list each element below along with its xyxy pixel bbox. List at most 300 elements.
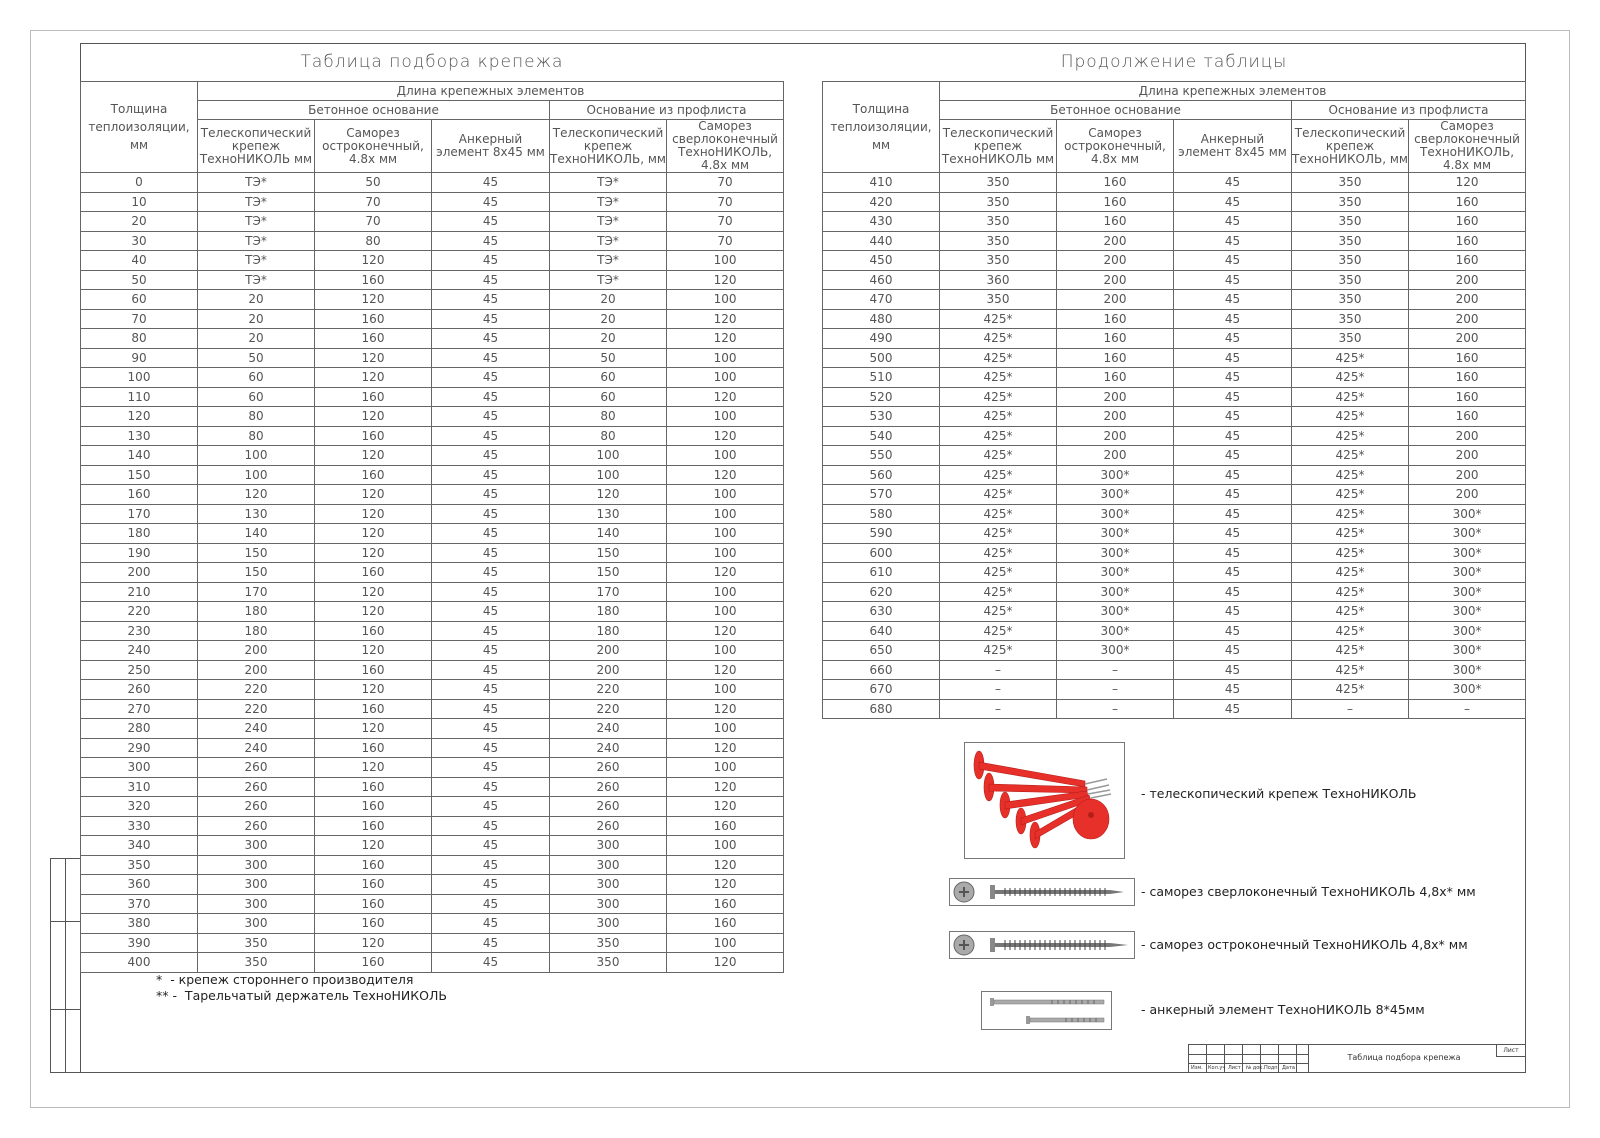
table-cell: 170 <box>550 582 667 602</box>
table-cell: ТЭ* <box>198 212 315 232</box>
table-cell: 260 <box>198 797 315 817</box>
table-cell: 45 <box>432 212 550 232</box>
table-cell: 220 <box>81 602 198 622</box>
table-cell: 200 <box>198 660 315 680</box>
table-cell: 45 <box>432 855 550 875</box>
table-cell: 160 <box>1409 251 1526 271</box>
table-cell: 45 <box>1174 290 1292 310</box>
table-cell: 120 <box>667 660 784 680</box>
table-cell: 120 <box>667 797 784 817</box>
table-cell: 425* <box>940 407 1057 427</box>
table-cell: 120 <box>550 485 667 505</box>
table-cell: 45 <box>432 485 550 505</box>
col-screw-drill-header: Саморез сверлоконечный ТехноНИКОЛЬ, 4.8х мм <box>667 120 784 173</box>
table-cell: 160 <box>81 485 198 505</box>
table-cell: 160 <box>667 914 784 934</box>
table-cell: 120 <box>667 699 784 719</box>
table-row <box>81 290 784 310</box>
table-cell: 425* <box>1292 660 1409 680</box>
table-cell: 100 <box>667 290 784 310</box>
table-cell: 425* <box>940 582 1057 602</box>
stamp-sheet-label: Лист <box>1496 1045 1525 1057</box>
col-anchor-header: Анкерный элемент 8х45 мм <box>1174 120 1292 173</box>
table-cell: 260 <box>550 816 667 836</box>
table-cell: 45 <box>432 231 550 251</box>
table-cell: 450 <box>823 251 940 271</box>
table-cell: 540 <box>823 426 940 446</box>
table-cell: 120 <box>315 524 432 544</box>
table-cell: 350 <box>1292 309 1409 329</box>
table-cell: 560 <box>823 465 940 485</box>
table-cell: 460 <box>823 270 940 290</box>
left-table-body <box>81 173 784 973</box>
table-cell: 220 <box>198 680 315 700</box>
table-row <box>81 387 784 407</box>
table-cell: 300* <box>1057 485 1174 505</box>
table-cell: 45 <box>432 680 550 700</box>
table-cell: 350 <box>940 231 1057 251</box>
table-cell: 220 <box>198 699 315 719</box>
table-cell: 45 <box>1174 465 1292 485</box>
table-cell: 425* <box>1292 446 1409 466</box>
table-cell: 70 <box>81 309 198 329</box>
table-cell: 160 <box>315 563 432 583</box>
table-cell: 45 <box>432 875 550 895</box>
table-cell: 440 <box>823 231 940 251</box>
table-cell: 425* <box>1292 504 1409 524</box>
table-cell: 180 <box>198 621 315 641</box>
table-cell: 300* <box>1057 465 1174 485</box>
table-row <box>81 875 784 895</box>
table-cell: 100 <box>198 465 315 485</box>
table-cell: 120 <box>315 602 432 622</box>
table-row <box>823 348 1526 368</box>
table-cell: 150 <box>550 543 667 563</box>
table-row <box>823 329 1526 349</box>
table-cell: 270 <box>81 699 198 719</box>
table-cell: 45 <box>432 192 550 212</box>
table-cell: 425* <box>1292 680 1409 700</box>
table-cell: 670 <box>823 680 940 700</box>
table-cell: 45 <box>1174 680 1292 700</box>
table-cell: 140 <box>81 446 198 466</box>
concrete-header: Бетонное основание <box>940 101 1292 120</box>
table-cell: 350 <box>1292 329 1409 349</box>
table-cell: 280 <box>81 719 198 739</box>
table-cell: 430 <box>823 212 940 232</box>
drill-screw-image <box>949 878 1135 906</box>
table-cell: 45 <box>1174 582 1292 602</box>
table-cell: 120 <box>667 270 784 290</box>
table-cell: 120 <box>315 933 432 953</box>
table-cell: 300* <box>1409 524 1526 544</box>
table-cell: 350 <box>940 212 1057 232</box>
right-table-block <box>822 43 1526 719</box>
table-cell: 45 <box>1174 426 1292 446</box>
table-cell: 200 <box>1409 329 1526 349</box>
table-cell: 45 <box>1174 641 1292 661</box>
table-cell: 120 <box>667 465 784 485</box>
table-cell: 520 <box>823 387 940 407</box>
table-cell: 100 <box>667 485 784 505</box>
table-cell: 45 <box>432 329 550 349</box>
table-cell: 330 <box>81 816 198 836</box>
table-cell: 150 <box>198 563 315 583</box>
table-cell: 420 <box>823 192 940 212</box>
table-cell: 60 <box>550 368 667 388</box>
table-cell: 300* <box>1409 680 1526 700</box>
length-header: Длина крепежных элементов <box>198 82 784 101</box>
table-cell: 300* <box>1057 582 1174 602</box>
table-cell: 120 <box>315 290 432 310</box>
table-cell: 200 <box>1057 251 1174 271</box>
table-cell: 20 <box>81 212 198 232</box>
table-row <box>81 933 784 953</box>
table-row <box>81 465 784 485</box>
table-row <box>823 446 1526 466</box>
table-cell: 350 <box>940 192 1057 212</box>
table-cell: 100 <box>81 368 198 388</box>
table-cell: 200 <box>1057 387 1174 407</box>
table-cell: 100 <box>667 933 784 953</box>
table-cell: 45 <box>432 465 550 485</box>
table-cell: 120 <box>667 387 784 407</box>
table-cell: 350 <box>198 953 315 973</box>
table-cell: 425* <box>1292 387 1409 407</box>
profile-header: Основание из профлиста <box>550 101 784 120</box>
table-cell: 425* <box>1292 563 1409 583</box>
table-cell: 200 <box>1409 270 1526 290</box>
table-cell: 570 <box>823 485 940 505</box>
table-cell: 160 <box>1057 309 1174 329</box>
table-cell: 45 <box>432 387 550 407</box>
table-cell: 45 <box>1174 660 1292 680</box>
table-cell: 50 <box>315 173 432 193</box>
table-cell: 160 <box>315 660 432 680</box>
table-cell: 300 <box>81 758 198 778</box>
table-row <box>823 485 1526 505</box>
table-cell: 160 <box>315 426 432 446</box>
table-cell: 45 <box>432 660 550 680</box>
table-cell: 425* <box>940 368 1057 388</box>
table-cell: 100 <box>667 348 784 368</box>
table-cell: 300 <box>550 894 667 914</box>
table-cell: 100 <box>667 251 784 271</box>
table-cell: 70 <box>667 212 784 232</box>
table-cell: 160 <box>315 914 432 934</box>
table-cell: 300* <box>1409 621 1526 641</box>
stamp-title: Таблица подбора крепежа <box>1347 1053 1461 1062</box>
table-cell: 610 <box>823 563 940 583</box>
table-cell: 160 <box>1057 329 1174 349</box>
table-cell: 45 <box>1174 563 1292 583</box>
table-cell: 300* <box>1057 621 1174 641</box>
sharp-screw-image <box>949 931 1135 959</box>
table-cell: 160 <box>1409 387 1526 407</box>
table-cell: 350 <box>940 290 1057 310</box>
table-row <box>81 251 784 271</box>
table-cell: 425* <box>1292 465 1409 485</box>
table-row <box>823 173 1526 193</box>
table-cell: 140 <box>550 524 667 544</box>
table-row <box>81 368 784 388</box>
table-cell: 20 <box>550 309 667 329</box>
table-cell: 425* <box>1292 407 1409 427</box>
table-cell: 425* <box>1292 621 1409 641</box>
table-cell: 260 <box>198 758 315 778</box>
table-row <box>823 582 1526 602</box>
table-cell: 200 <box>1057 270 1174 290</box>
anchor-element-image <box>981 991 1112 1030</box>
table-cell: 80 <box>315 231 432 251</box>
table-row <box>81 894 784 914</box>
table-row <box>81 953 784 973</box>
table-cell: 45 <box>1174 329 1292 349</box>
table-cell: 470 <box>823 290 940 310</box>
table-cell: 240 <box>550 738 667 758</box>
table-row <box>823 641 1526 661</box>
table-cell: 45 <box>1174 348 1292 368</box>
table-cell: 425* <box>1292 602 1409 622</box>
table-cell: 45 <box>432 953 550 973</box>
table-cell: 390 <box>81 933 198 953</box>
table-row <box>81 719 784 739</box>
table-cell: 60 <box>198 368 315 388</box>
table-cell: 45 <box>1174 309 1292 329</box>
telescopic-fastener-image <box>964 742 1125 859</box>
table-cell: 160 <box>315 309 432 329</box>
table-cell: 425* <box>940 426 1057 446</box>
table-row <box>81 426 784 446</box>
table-cell: 60 <box>198 387 315 407</box>
table-cell: 45 <box>432 407 550 427</box>
table-cell: 300 <box>198 914 315 934</box>
table-row <box>81 212 784 232</box>
table-cell: 425* <box>1292 543 1409 563</box>
table-cell: 100 <box>667 407 784 427</box>
table-cell: 45 <box>432 348 550 368</box>
table-cell: 120 <box>315 543 432 563</box>
table-cell: 240 <box>550 719 667 739</box>
table-cell: 45 <box>1174 387 1292 407</box>
table-cell: 45 <box>432 933 550 953</box>
table-cell: 425* <box>940 309 1057 329</box>
table-cell: 120 <box>315 251 432 271</box>
table-cell: 200 <box>1409 465 1526 485</box>
footnote-legend <box>156 972 447 1004</box>
right-table-title: Продолжение таблицы <box>1060 52 1288 72</box>
table-cell: 100 <box>667 368 784 388</box>
table-cell: 600 <box>823 543 940 563</box>
left-fastener-table <box>80 81 784 973</box>
table-cell: 350 <box>940 173 1057 193</box>
table-cell: 350 <box>1292 231 1409 251</box>
table-cell: 70 <box>667 173 784 193</box>
table-cell: 120 <box>667 777 784 797</box>
table-cell: 350 <box>940 251 1057 271</box>
table-cell: – <box>1057 680 1174 700</box>
table-cell: 425* <box>1292 348 1409 368</box>
table-cell: 120 <box>315 348 432 368</box>
table-row <box>81 543 784 563</box>
table-cell: 120 <box>315 836 432 856</box>
table-cell: 120 <box>667 738 784 758</box>
table-cell: 580 <box>823 504 940 524</box>
table-cell: 160 <box>1057 348 1174 368</box>
table-cell: 180 <box>81 524 198 544</box>
table-row <box>81 329 784 349</box>
table-cell: 120 <box>315 641 432 661</box>
table-cell: 130 <box>550 504 667 524</box>
table-cell: 425* <box>940 465 1057 485</box>
table-cell: 425* <box>1292 524 1409 544</box>
table-cell: 300* <box>1409 602 1526 622</box>
col-screw-drill-header: Саморез сверлоконечный ТехноНИКОЛЬ, 4.8х мм <box>1409 120 1526 173</box>
table-cell: 45 <box>1174 504 1292 524</box>
table-cell: 140 <box>198 524 315 544</box>
table-row <box>823 368 1526 388</box>
table-row <box>823 192 1526 212</box>
table-cell: 160 <box>1409 407 1526 427</box>
table-cell: 240 <box>198 719 315 739</box>
table-cell: 425* <box>1292 641 1409 661</box>
table-cell: ТЭ* <box>198 173 315 193</box>
table-cell: 120 <box>667 329 784 349</box>
table-cell: 660 <box>823 660 940 680</box>
table-cell: 370 <box>81 894 198 914</box>
table-row <box>823 660 1526 680</box>
table-cell: 350 <box>1292 270 1409 290</box>
table-row <box>823 621 1526 641</box>
table-cell: 160 <box>1409 231 1526 251</box>
table-cell: 200 <box>1409 446 1526 466</box>
footnote-third-party: * - крепеж стороннего производителя <box>156 972 414 987</box>
table-row <box>823 290 1526 310</box>
table-cell: 300 <box>550 914 667 934</box>
table-cell: 100 <box>667 446 784 466</box>
table-cell: 45 <box>1174 485 1292 505</box>
table-cell: 620 <box>823 582 940 602</box>
table-cell: 100 <box>667 719 784 739</box>
table-cell: 200 <box>1409 426 1526 446</box>
table-cell: 120 <box>667 563 784 583</box>
table-cell: 160 <box>1057 212 1174 232</box>
table-cell: 45 <box>432 797 550 817</box>
table-cell: ТЭ* <box>198 251 315 271</box>
table-cell: 425* <box>940 563 1057 583</box>
table-cell: 220 <box>550 680 667 700</box>
table-cell: 150 <box>550 563 667 583</box>
table-cell: 70 <box>667 192 784 212</box>
table-cell: 100 <box>667 602 784 622</box>
table-cell: 45 <box>432 894 550 914</box>
table-cell: 490 <box>823 329 940 349</box>
table-cell: ТЭ* <box>550 192 667 212</box>
table-cell: 100 <box>667 836 784 856</box>
table-cell: 300* <box>1409 660 1526 680</box>
table-cell: 410 <box>823 173 940 193</box>
table-cell: 300* <box>1057 543 1174 563</box>
table-cell: 45 <box>1174 407 1292 427</box>
table-cell: – <box>940 680 1057 700</box>
table-row <box>81 407 784 427</box>
table-cell: 230 <box>81 621 198 641</box>
table-cell: 120 <box>667 855 784 875</box>
table-cell: 45 <box>432 446 550 466</box>
table-cell: 200 <box>81 563 198 583</box>
table-cell: 20 <box>198 329 315 349</box>
table-row <box>81 173 784 193</box>
table-cell: 160 <box>1409 368 1526 388</box>
table-cell: 120 <box>315 582 432 602</box>
table-cell: 120 <box>1409 173 1526 193</box>
table-cell: 170 <box>198 582 315 602</box>
table-cell: 300 <box>550 836 667 856</box>
table-row <box>81 309 784 329</box>
table-row <box>81 836 784 856</box>
table-cell: 350 <box>1292 251 1409 271</box>
table-row <box>81 621 784 641</box>
table-cell: 200 <box>1409 485 1526 505</box>
footnote-plate-holder: ** - Тарельчатый держатель ТехноНИКОЛЬ <box>156 988 447 1003</box>
table-row <box>81 485 784 505</box>
table-cell: 150 <box>198 543 315 563</box>
table-cell: 300 <box>198 894 315 914</box>
table-cell: 120 <box>315 504 432 524</box>
left-table-title: Таблица подбора крепежа <box>300 52 564 72</box>
table-cell: 200 <box>1409 290 1526 310</box>
table-cell: 425* <box>940 446 1057 466</box>
table-cell: 45 <box>432 602 550 622</box>
table-cell: 45 <box>432 816 550 836</box>
table-row <box>81 738 784 758</box>
col-screw-sharp-header: Саморез остроконечный, 4.8х мм <box>1057 120 1174 173</box>
table-cell: 45 <box>432 309 550 329</box>
table-cell: – <box>1409 699 1526 719</box>
table-row <box>81 231 784 251</box>
table-cell: 40 <box>81 251 198 271</box>
table-cell: 350 <box>1292 173 1409 193</box>
table-row <box>81 602 784 622</box>
col-tele-header: Телескопический крепеж ТехноНИКОЛЬ мм <box>940 120 1057 173</box>
table-cell: – <box>1057 699 1174 719</box>
table-cell: 350 <box>1292 290 1409 310</box>
table-cell: 100 <box>550 446 667 466</box>
table-cell: 200 <box>1057 231 1174 251</box>
table-cell: 260 <box>550 797 667 817</box>
table-cell: 425* <box>1292 368 1409 388</box>
table-cell: 425* <box>940 387 1057 407</box>
table-row <box>81 582 784 602</box>
table-row <box>823 504 1526 524</box>
table-cell: 300 <box>550 855 667 875</box>
table-cell: 50 <box>550 348 667 368</box>
stamp-label-doc: № док. <box>1246 1065 1264 1071</box>
table-cell: 110 <box>81 387 198 407</box>
table-cell: 300 <box>550 875 667 895</box>
table-row <box>823 524 1526 544</box>
table-row <box>81 192 784 212</box>
table-cell: ТЭ* <box>550 231 667 251</box>
table-cell: 380 <box>81 914 198 934</box>
table-cell: 200 <box>550 660 667 680</box>
table-cell: 45 <box>432 777 550 797</box>
table-cell: 320 <box>81 797 198 817</box>
table-cell: 160 <box>315 621 432 641</box>
col-tele-profile-header: Телескопический крепеж ТехноНИКОЛЬ, мм <box>550 120 667 173</box>
table-cell: 250 <box>81 660 198 680</box>
caption-anchor: - анкерный элемент ТехноНИКОЛЬ 8*45мм <box>1141 1002 1425 1017</box>
